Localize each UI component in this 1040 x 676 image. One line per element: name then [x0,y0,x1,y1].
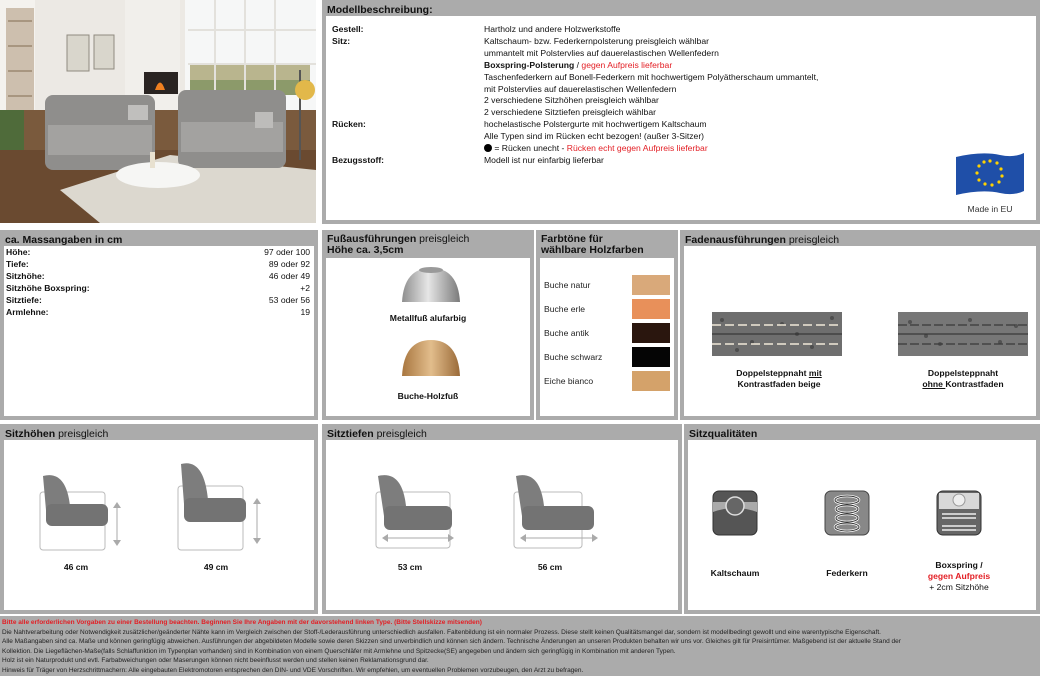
seat-height-49-diagram [174,460,269,556]
metal-foot-label: Metallfuß alufarbig [389,313,467,323]
description-value: Taschenfederkern auf Bonell-Federkern mit hochwertigem Polyätherschaum ummantelt, [484,71,819,82]
description-label: Rücken: [332,119,366,130]
description-row [332,119,818,131]
boxspring-extra-height-label: + 2cm Sitzhöhe [929,582,989,592]
dimension-value: 89 oder 92 [268,259,310,269]
seat-heights-panel [0,424,318,614]
dimension-value: 19 [300,307,310,317]
wood-colors-panel [536,230,678,420]
dimension-row [4,270,314,282]
description-list [332,24,818,167]
description-row [332,107,818,119]
description-label [332,95,484,107]
wood-color-option [544,298,670,320]
model-description-header: Modellbeschreibung: [327,4,433,16]
description-row [332,155,818,167]
thread-header-normal: preisgleich [785,234,840,246]
wood-color-label: Eiche bianco [544,376,594,386]
dimensions-panel [0,230,318,420]
dimension-label: Sitzhöhe Boxspring: [6,283,90,293]
description-value [484,60,672,72]
made-in-eu-badge [950,151,1030,214]
description-row [332,24,818,36]
wood-color-option [544,346,670,368]
dimension-label: Höhe: [6,247,31,257]
dimensions-header: ca. Massangaben in cm [5,234,123,246]
wood-colors-list [540,258,674,416]
description-row [332,36,818,48]
separator: / [574,59,582,70]
wood-foot-icon [400,338,462,378]
dimensions-list [4,246,314,416]
description-label [332,131,484,143]
boxspring-surcharge-label: gegen Aufpreis [927,571,991,581]
seat-depth-56-diagram [512,466,602,556]
description-label: Sitz: [332,35,351,46]
no-contrast-stitch-label-line2: Kontrastfaden [945,379,1004,389]
dimension-row [4,306,314,318]
boxspring-title: Boxspring-Polsterung [484,59,575,70]
dimension-label: Armlehne: [6,307,49,317]
description-label [332,60,484,72]
bullet-dot-icon [484,144,492,152]
wood-color-option [544,322,670,344]
dimension-label: Tiefe: [6,259,29,269]
seat-heights-body [4,440,314,610]
wood-color-swatch [632,371,670,391]
made-in-eu-label: Made in EU [967,204,1013,214]
description-row [332,95,818,107]
feet-header-normal: preisgleich [416,233,470,245]
footer-warning: Bitte alle erforderlichen Vorgaben zu einer Bestellung beachten. Beginnen Sie Ihre Angaben mit der davorstehend linken Type. (Bitte Stellskizze mitsenden) [2,619,482,626]
feet-panel [322,230,534,420]
seat-height-46-diagram [36,466,126,556]
description-label [332,107,484,119]
contrast-stitch-label-line1: Doppelsteppnaht [736,368,809,378]
wood-colors-header [540,230,674,259]
seat-qualities-header: Sitzqualitäten [689,428,758,440]
description-label [332,143,484,155]
wood-color-option [544,370,670,392]
surcharge-note: Rücken echt gegen Aufpreis lieferbar [566,143,708,154]
wood-color-label: Buche schwarz [544,352,603,362]
surcharge-note: gegen Aufpreis lieferbar [581,59,673,70]
description-value: 2 verschiedene Sitzhöhen preisgleich wählbar [484,95,659,106]
boxspring-icon [936,490,982,536]
seat-depth-53-diagram [374,466,459,556]
thread-options-body [684,246,1036,416]
description-value: Hartholz und andere Holzwerkstoffe [484,24,621,34]
seat-qualities-panel [684,424,1040,614]
dimension-row [4,294,314,306]
dimension-value: 46 oder 49 [268,271,310,281]
feet-body [326,258,530,416]
description-value: Alle Typen sind im Rücken echt bezogen! (außer 3-Sitzer) [484,131,705,142]
description-value: Kaltschaum- bzw. Federkernpolsterung preisgleich wählbar [484,35,709,46]
description-row [332,143,818,155]
dimension-row [4,282,314,294]
dimension-value: +2 [300,283,310,293]
description-value: 2 verschiedene Sitztiefen preisgleich wählbar [484,107,656,118]
seat-depths-body [326,440,678,610]
spring-core-label: Federkern [826,568,868,578]
feet-header-bold: Fußausführungen [327,233,417,245]
wood-color-swatch [632,347,670,367]
description-value: Modell ist nur einfarbig lieferbar [484,154,604,165]
model-description-panel [322,0,1040,224]
description-label: Bezugsstoff: [332,154,385,165]
footer-notes [0,616,1040,676]
metal-foot-icon [400,266,462,304]
dimension-row [4,246,314,258]
description-label: Gestell: [332,24,364,34]
contrast-stitch-sample [712,312,842,356]
description-row [332,60,818,72]
seat-depth-56-label: 56 cm [537,562,563,572]
description-row [332,131,818,143]
dimension-value: 53 oder 56 [268,295,310,305]
seat-height-46-label: 46 cm [63,562,89,572]
boxspring-label-main: Boxspring / [935,560,983,570]
no-contrast-stitch-label-underlined: ohne [922,379,946,389]
cold-foam-label: Kaltschaum [710,568,760,578]
description-value [484,143,708,155]
feet-header [326,230,530,259]
footer-line: Alle Maßangaben sind ca. Maße und können geringfügig abweichen. Ausführungen der abgebildeten Modelle sowie deren Skizzen sind unverbindlich und können sich ändern. Technische Änderungen an unseren Produkten behalten wir uns vor. Gleiches gilt für Preisirrtümer. Maßgebend ist der aktuelle Stand der [2,638,901,646]
wood-color-label: Buche erle [544,304,586,314]
description-label [332,72,484,84]
wood-colors-header-line1: Farbtöne für [541,233,603,245]
seat-depth-53-label: 53 cm [397,562,423,572]
footer-line: Kollektion. Die Liegeflächen-Maße(falls Schlaffunktion im Typenplan vorhanden) sind in Kombination von einem Querschläfer mit Armlehne und Spitzecke(SE) angegeben und ändern sich geringfügig in Kombination mit anderen Typen. [2,647,676,655]
footer-lines [2,628,1038,676]
eu-flag-icon [952,151,1028,197]
footer-line: Hinweis für Träger von Herzschrittmachern: Alle eingebauten Elektromotoren entsprechen den DIN- und VDE Vorschriften. Wir empfehlen, um eventuellen Problemen vorzubeugen, den Arzt zu befragen. [2,666,584,674]
cold-foam-icon [712,490,758,536]
dimension-label: Sitzhöhe: [6,271,45,281]
description-value: hochelastische Polstergurte mit hochwertigem Kaltschaum [484,119,707,130]
fake-back-note: = Rücken unecht - [492,143,567,154]
no-contrast-stitch-label-line1: Doppelsteppnaht [927,368,999,378]
dimension-row [4,258,314,270]
seat-depths-header-bold: Sitztiefen [327,428,374,440]
description-row [332,72,818,84]
description-label [332,84,484,96]
living-room-image [0,0,316,223]
no-contrast-stitch-sample [898,312,1028,356]
no-contrast-stitch-label [878,368,1040,390]
wood-color-swatch [632,323,670,343]
description-row [332,48,818,60]
dimension-label: Sitztiefe: [6,295,42,305]
description-label [332,48,484,60]
seat-heights-header-bold: Sitzhöhen [5,428,56,440]
model-description-body [326,16,1036,220]
wood-foot-label: Buche-Holzfuß [397,391,459,401]
product-photo [0,0,316,223]
spring-core-icon [824,490,870,536]
contrast-stitch-label [694,368,864,390]
wood-color-label: Buche natur [544,280,591,290]
description-value: ummantelt mit Polstervlies auf dauerelastischen Wellenfedern [484,47,719,58]
seat-heights-header-normal: preisgleich [55,428,109,440]
wood-colors-header-line2: wählbare Holzfarben [541,244,644,256]
contrast-stitch-label-line2: Kontrastfaden beige [737,379,821,389]
wood-color-label: Buche antik [544,328,589,338]
seat-qualities-body [688,440,1036,610]
seat-height-49-label: 49 cm [203,562,229,572]
footer-line: Holz ist ein Naturprodukt und evtl. Farbabweichungen oder Maserungen können nicht beeinflusst werden und stellen keinen Reklamationsgrund dar. [2,657,429,665]
wood-color-swatch [632,275,670,295]
thread-header-bold: Fadenausführungen [685,234,786,246]
seat-depths-panel [322,424,682,614]
wood-color-swatch [632,299,670,319]
seat-depths-header-normal: preisgleich [373,428,427,440]
wood-color-option [544,274,670,296]
description-value: mit Polstervlies auf dauerelastischen Wellenfedern [484,83,677,94]
thread-options-panel [680,230,1040,420]
boxspring-label [912,560,1006,593]
feet-header-height: Höhe ca. 3,5cm [327,244,404,256]
dimension-value: 97 oder 100 [264,247,310,257]
footer-line: Die Nahtverarbeitung oder Notwendigkeit zusätzlicher/geänderter Nähte kann im Vergleich zwischen der Stoff-/Lederausführung unterschiedlich ausfallen. Faltenbildung ist ein normaler Prozess. Diese stellt keinen Qualitätsmangel dar, sondern ist modellbedingt gewollt und eine warentypische Eigenschaft. [2,628,881,636]
contrast-stitch-label-underlined: mit [808,368,822,378]
description-row [332,84,818,96]
